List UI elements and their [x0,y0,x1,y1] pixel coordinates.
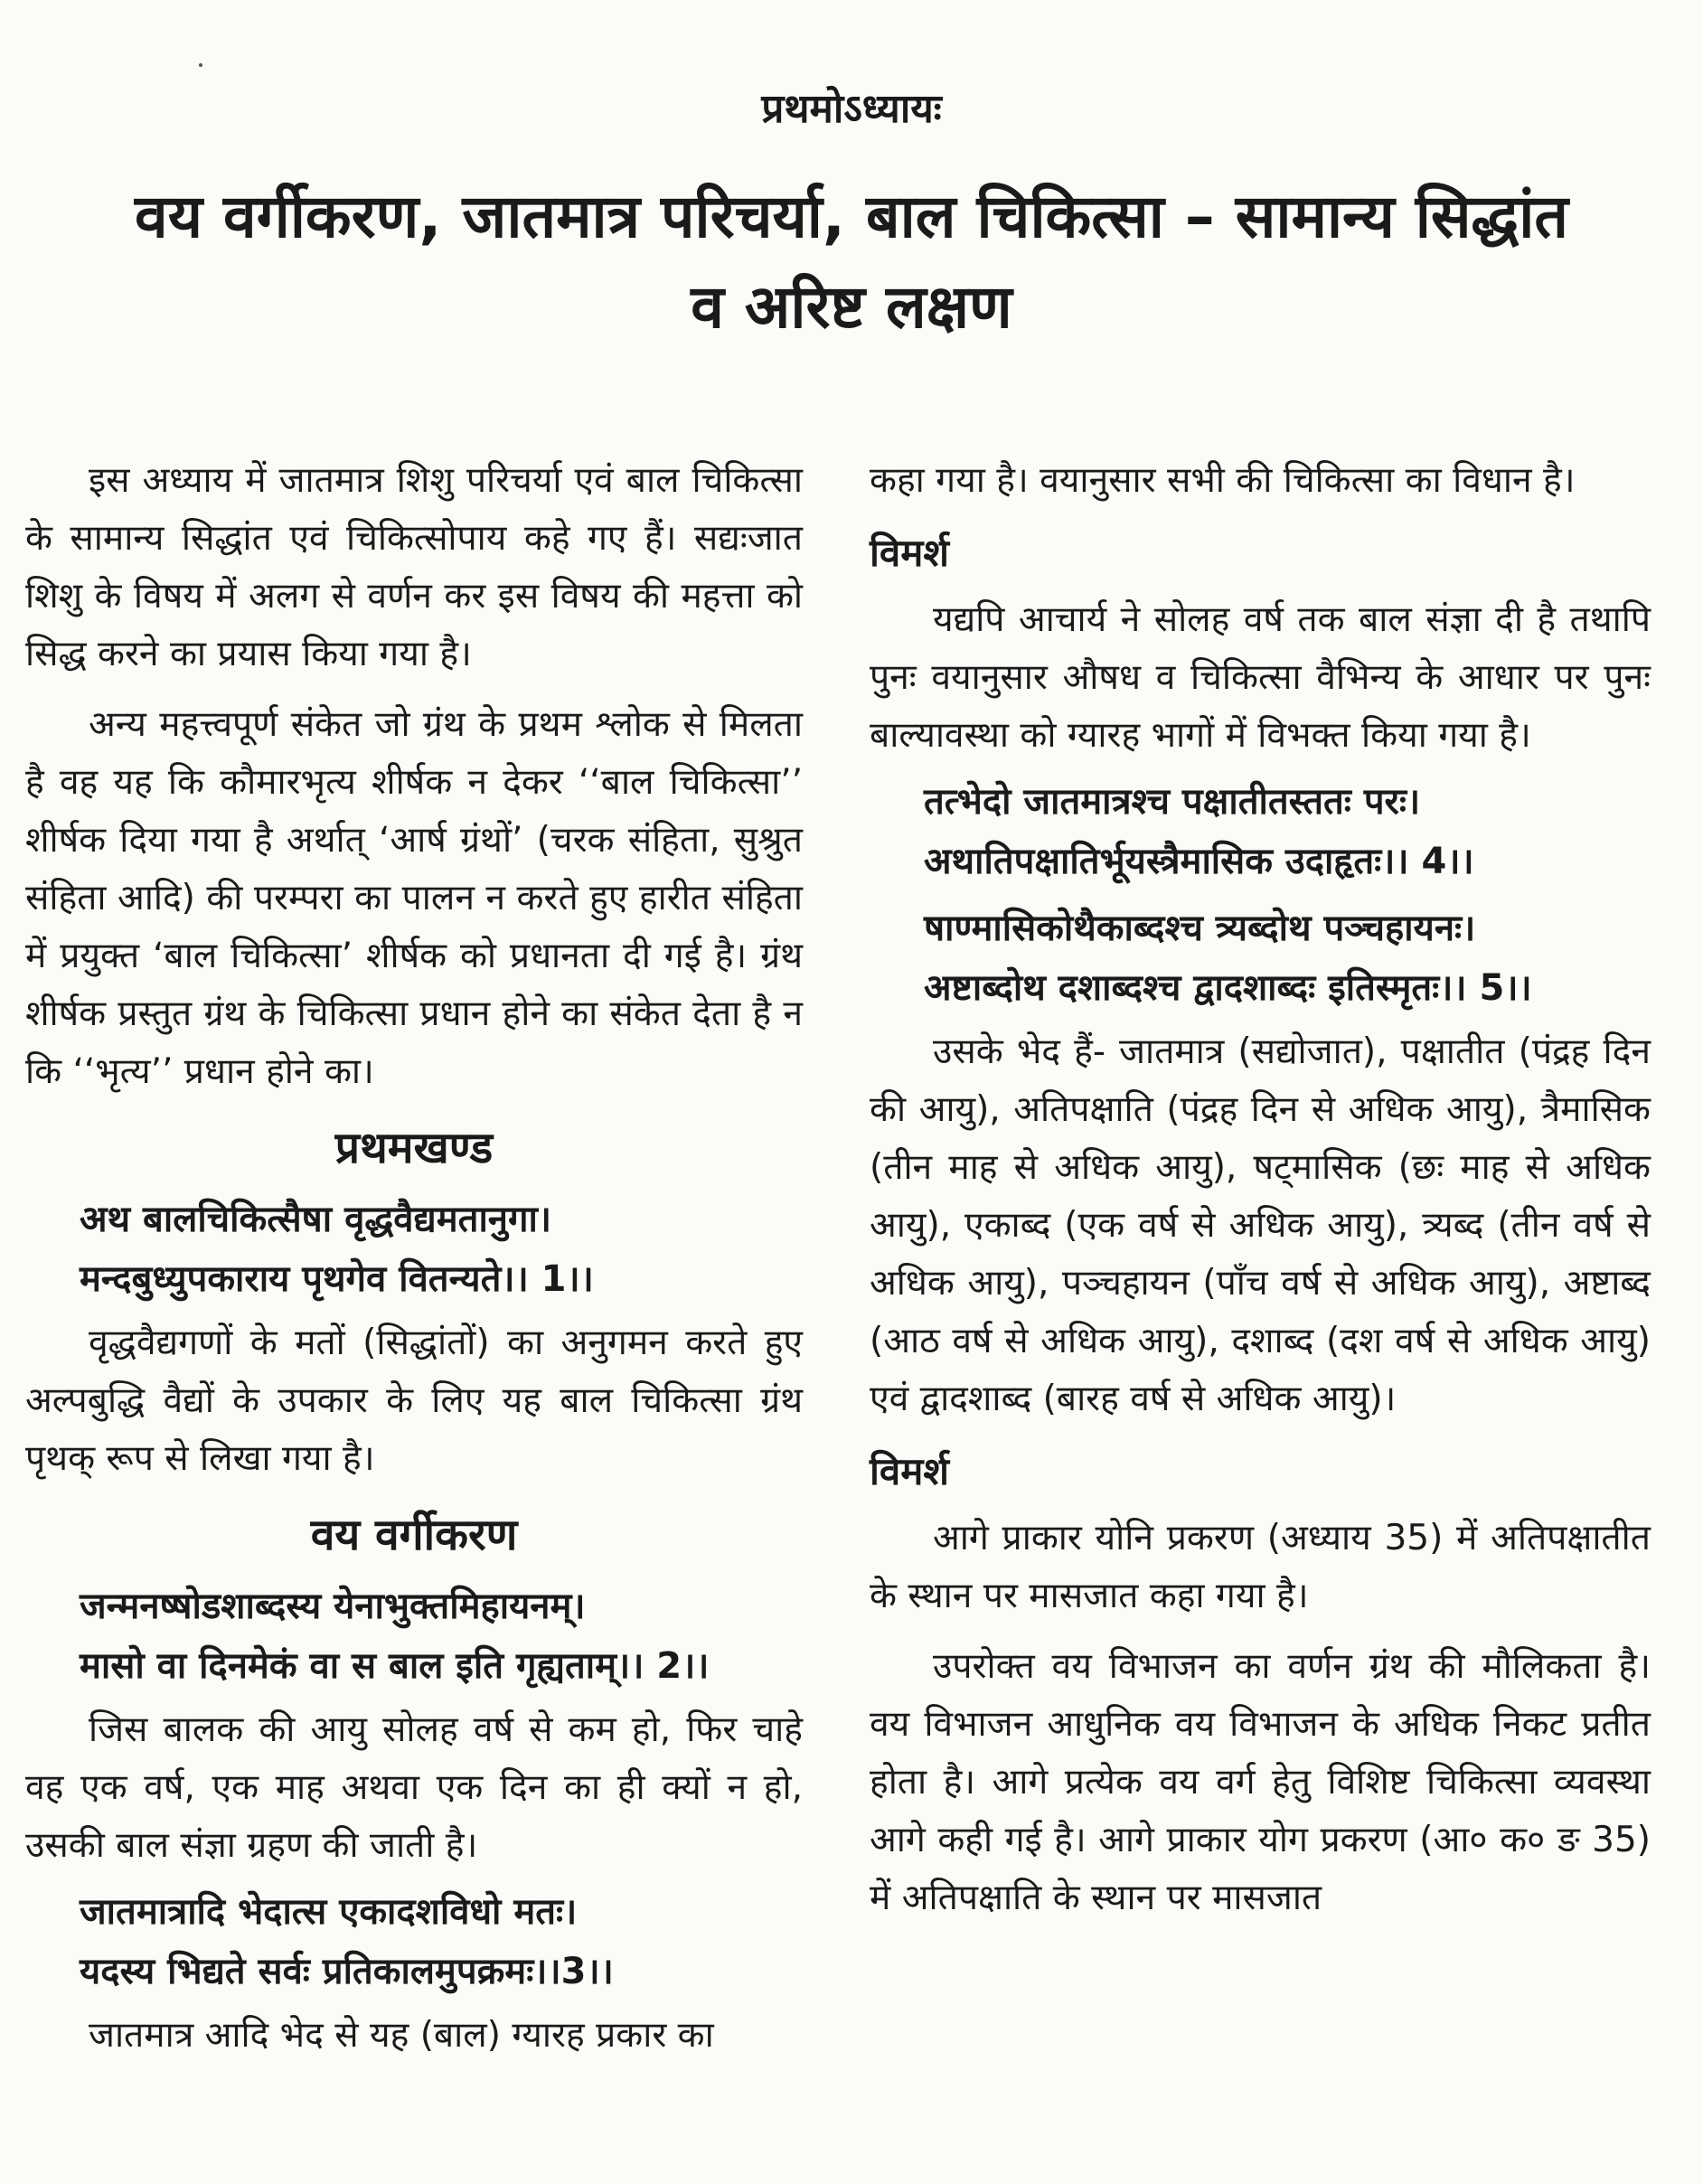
paragraph: जिस बालक की आयु सोलह वर्ष से कम हो, फिर चाहे वह एक वर्ष, एक माह अथवा एक दिन का ही क्यों न हो, उसकी बाल संज्ञा ग्रहण की जाती है। [25,1709,803,1866]
chapter-label: प्रथमोऽध्यायः [761,86,942,132]
verse-line: जातमात्रादि भेदात्स एकादशविधो मतः। [80,1891,578,1933]
verse-line: मासो वा दिनमेकं वा स बाल इति गृह्यताम्।। 2।। [80,1645,710,1687]
paragraph: उपरोक्त वय विभाजन का वर्णन ग्रंथ की मौलिकता है। वय विभाजन आधुनिक वय विभाजन के अधिक निकट प्रतीत होता है। आगे प्रत्येक वय वर्ग हेतु विशिष्ट चिकित्सा व्यवस्था आगे कही गई है। आगे प्राकार योग प्रकरण (आ० क० ङ 35) में अतिपक्षाति के स्थान पर मासजात [870,1646,1651,1918]
verse-line: अष्टाब्दोथ दशाब्दश्च द्वादशाब्दः इतिस्मृतः।। 5।। [924,967,1532,1009]
verse-line: तत्भेदो जातमात्रश्च पक्षातीतस्ततः परः। [924,781,1421,823]
verse-3 [25,1882,803,2001]
right-column [870,452,1651,1927]
vimarsh-heading: विमर्श [870,1449,949,1493]
verse-1 [25,1190,803,1309]
left-column [25,452,803,2065]
verse-5 [870,899,1651,1018]
paragraph: वृद्धवैद्यगणों के मतों (सिद्धांतों) का अनुगमन करते हुए अल्पबुद्धि वैद्यों के उपकार के लिए यह बाल चिकित्सा ग्रंथ पृथक् रूप से लिखा गया है। [25,1323,803,1479]
vimarsh-heading: विमर्श [870,531,949,575]
verse-2 [25,1577,803,1696]
section-heading-prathamkhand: प्रथमखण्ड [334,1123,494,1173]
chapter-title-line-2: व अरिष्ट लक्षण [691,272,1012,342]
verse-line: यदस्य भिद्यते सर्वः प्रतिकालमुपक्रमः।।3।। [80,1951,614,1992]
paragraph: यद्यपि आचार्य ने सोलह वर्ष तक बाल संज्ञा दी है तथापि पुनः वयानुसार औषध व चिकित्सा वैभिन्य के आधार पर पुनः बाल्यावस्था को ग्यारह भागों में विभक्त किया गया है। [870,599,1651,756]
chapter-title-line-1: वय वर्गीकरण, जातमात्र परिचर्या, बाल चिकित्सा – सामान्य सिद्धांत [135,182,1568,251]
paragraph: कहा गया है। वयानुसार सभी की चिकित्सा का विधान है। [870,460,1576,501]
verse-4 [870,772,1651,891]
paragraph: आगे प्राकार योनि प्रकरण (अध्याय 35) में अतिपक्षातीत के स्थान पर मासजात कहा गया है। [870,1518,1651,1616]
verse-line: मन्दबुध्युपकाराय पृथगेव वितन्यते।। 1।। [80,1258,594,1300]
chapter-title [36,172,1667,353]
paragraph: उसके भेद हैं- जातमात्र (सद्योजात), पक्षातीत (पंद्रह दिन की आयु), अतिपक्षाति (पंद्रह दिन से अधिक आयु), त्रैमासिक (तीन माह से अधिक आयु), षट्मासिक (छः माह से अधिक आयु), एकाब्द (एक वर्ष से अधिक आयु), त्र्यब्द (तीन वर्ष से अधिक आयु), पञ्चहायन (पाँच वर्ष से अधिक आयु), अष्टाब्द (आठ वर्ष से अधिक आयु), दशाब्द (दश वर्ष से अधिक आयु) एवं द्वादशाब्द (बारह वर्ष से अधिक आयु)। [870,1031,1651,1419]
verse-line: षाण्मासिकोथैकाब्दश्च त्र्यब्दोथ पञ्चहायनः। [924,908,1476,949]
scan-speck [199,63,202,67]
verse-line: जन्मनष्षोडशाब्दस्य येनाभुक्तमिहायनम्। [80,1586,586,1627]
paragraph: जातमात्र आदि भेद से यह (बाल) ग्यारह प्रकार का [89,2015,714,2056]
paragraph: अन्य महत्त्वपूर्ण संकेत जो ग्रंथ के प्रथम श्लोक से मिलता है वह यह कि कौमारभृत्य शीर्षक न देकर ‘‘बाल चिकित्सा’’ शीर्षक दिया गया है अर्थात् ‘आर्ष ग्रंथों’ (चरक संहिता, सुश्रुत संहिता आदि) की परम्परा का पालन न करते हुए हारीत संहिता में प्रयुक्त ‘बाल चिकित्सा’ शीर्षक को प्रधानता दी गई है। ग्रंथ शीर्षक प्रस्तुत ग्रंथ के चिकित्सा प्रधान होने का संकेत देता है न कि ‘‘भृत्य’’ प्रधान होने का। [25,704,803,1092]
verse-line: अथ बालचिकित्सैषा वृद्धवैद्यमतानुगा। [80,1199,552,1240]
paragraph: इस अध्याय में जातमात्र शिशु परिचर्या एवं बाल चिकित्सा के सामान्य सिद्धांत एवं चिकित्सोपाय कहे गए हैं। सद्यःजात शिशु के विषय में अलग से वर्णन कर इस विषय की महत्ता को सिद्ध करने का प्रयास किया गया है। [25,460,803,674]
section-heading-vay-vargikaran: वय वर्गीकरण [310,1510,518,1560]
verse-line: अथातिपक्षातिर्भूयस्त्रैमासिक उदाहृतः।। 4।। [924,841,1474,882]
